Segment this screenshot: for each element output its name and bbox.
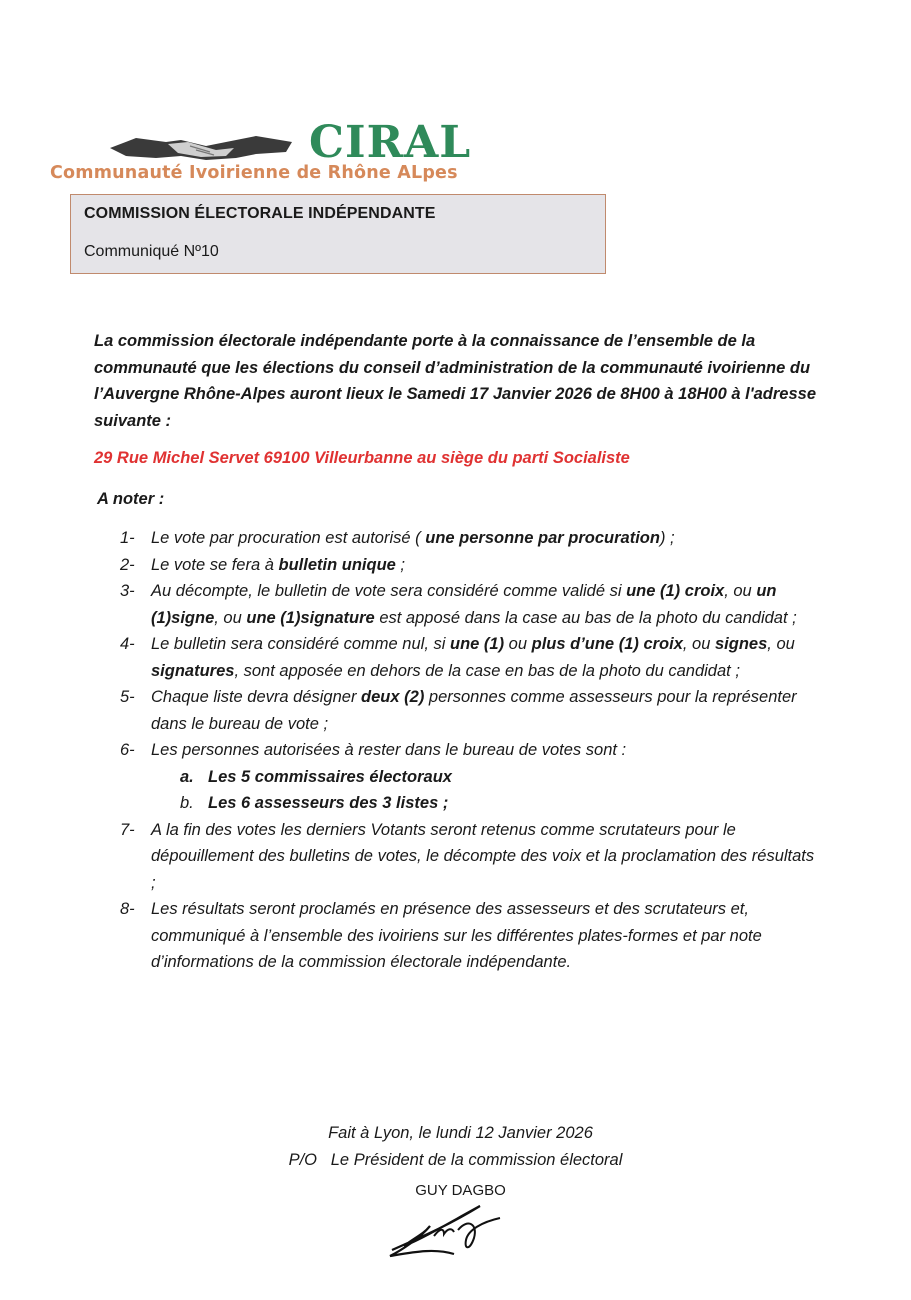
signer-name: GUY DAGBO [415,1182,506,1199]
handshake-icon [106,126,296,166]
rules-list [120,525,820,976]
commission-header-box [70,194,606,274]
commission-title: COMMISSION ÉLECTORALE INDÉPENDANTE [84,205,436,222]
ciral-logo [24,108,614,188]
list-item: 3- Au décompte, le bulletin de vote sera considéré comme validé si une (1) croix, ou un (1)signe, ou une (1)signature est apposé dans la case au bas de la photo du candidat ; [120,582,797,627]
list-item: 1- Le vote par procuration est autorisé ( une personne par procuration) ; [120,529,675,547]
place-date: Fait à Lyon, le lundi 12 Janvier 2026 [328,1124,593,1142]
intro-paragraph: La commission électorale indépendante porte à la connaissance de l’ensemble de la communauté que les élections du conseil d’administration de la communauté ivoirienne du l’Auvergne Rhône-Alpes auront lieux le Samedi 17 Janvier 2026 de 8H00 à 18H00 à l'adresse suivante : [94,332,817,430]
list-item: 8- Les résultats seront proclamés en présence des assesseurs et des scrutateurs et, communiqué à l’ensemble des ivoiriens sur les différentes plates-formes et par note d’informations de la commission électorale indépendante. [120,900,762,971]
brand-tagline: Communauté Ivoirienne de Rhône ALpes [50,163,458,183]
list-item: 2- Le vote se fera à bulletin unique ; [120,555,405,574]
note-heading: A noter : [97,490,165,508]
sub-item: a. Les 5 commissaires électoraux [180,767,452,786]
president-line: P/O Le Président de la commission électoral [288,1151,623,1169]
brand-name: CIRAL [309,117,472,168]
venue-address: 29 Rue Michel Servet 69100 Villeurbanne au siège du parti Socialiste [94,449,630,467]
signature-icon [384,1198,524,1258]
list-item: 4- Le bulletin sera considéré comme nul, si une (1) ou plus d’une (1) croix, ou signes, ou signatures, sont apposée en dehors de la case en bas de la photo du candidat ; [120,635,795,680]
list-item: 7- A la fin des votes les derniers Votants seront retenus comme scrutateurs pour le dépouillement des bulletins de votes, le décompte des voix et la proclamation des résultats ; [120,820,815,892]
sub-item: b. Les 6 assesseurs des 3 listes ; [180,794,449,812]
communique-number: Communiqué Nº10 [84,243,219,260]
list-item: 6- Les personnes autorisées à rester dans le bureau de votes sont : [120,741,627,759]
list-item: 5- Chaque liste devra désigner deux (2) personnes comme assesseurs pour la représenter dans le bureau de vote ; [120,688,797,733]
